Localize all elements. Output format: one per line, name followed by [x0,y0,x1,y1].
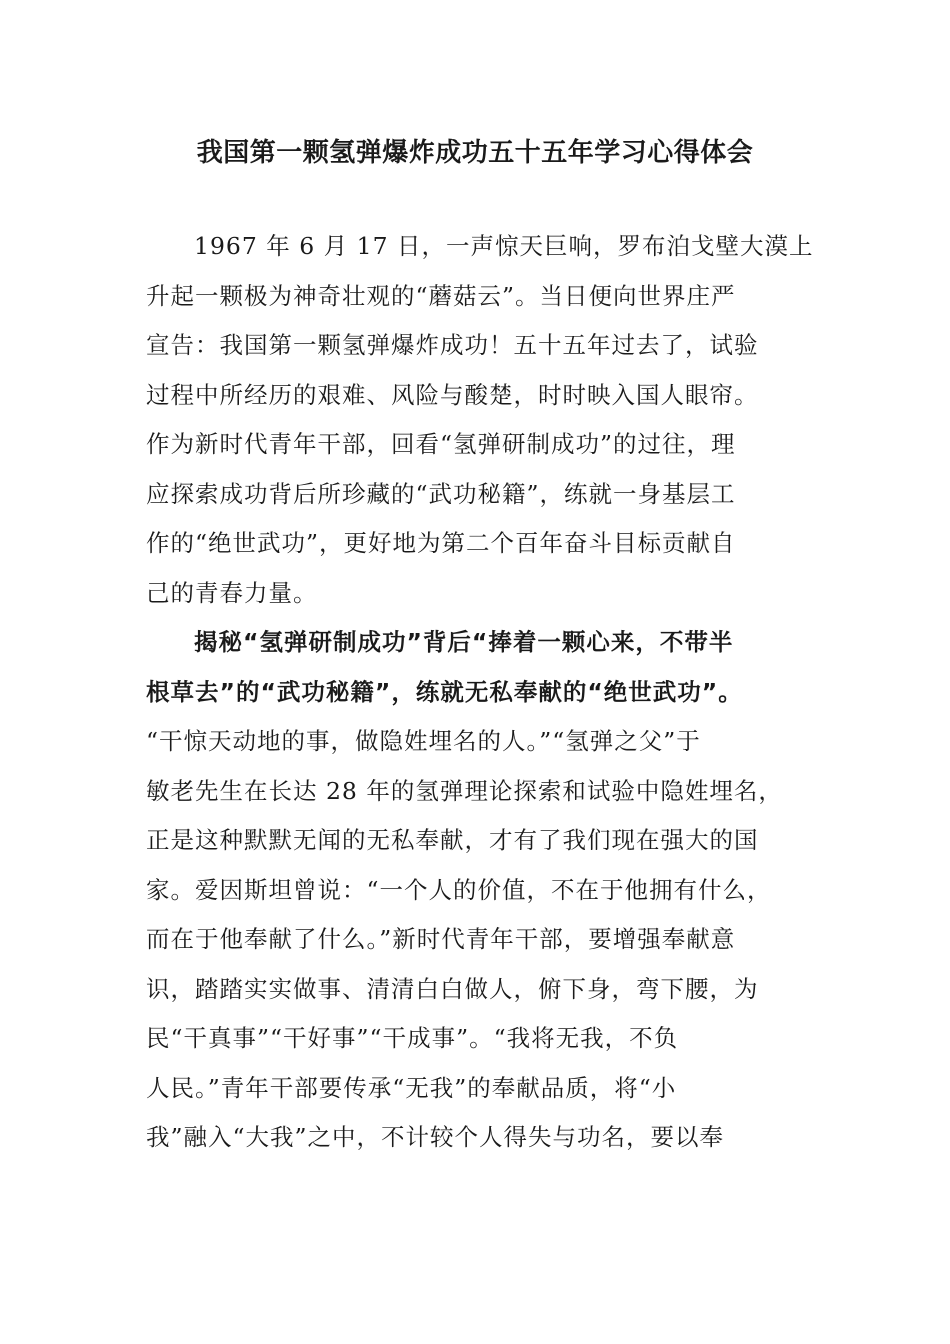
paragraph-intro [146,222,814,1163]
section-heading-line: 根草去”的“武功秘籍”，练就无私奉献的“绝世武功”。 [146,677,743,706]
text-line: 升起一颗极为神奇壮观的“蘑菇云”。当日便向世界庄严 [146,281,736,310]
text-line: 家。爱因斯坦曾说：“一个人的价值，不在于他拥有什么， [146,875,772,904]
text-line: 人民。”青年干部要传承“无我”的奉献品质，将“小 [146,1073,677,1102]
text-line: “干惊天动地的事，做隐姓埋名的人。”“氢弹之父”于 [146,727,701,755]
text-line: 而在于他奉献了什么。”新时代青年干部，要增强奉献意 [146,925,736,953]
text-line: 宣告：我国第一颗氢弹爆炸成功！五十五年过去了，试验 [146,331,759,359]
text-line: 己的青春力量。 [146,578,318,607]
text-line: 识，踏踏实实做事、清清白白做人，俯下身，弯下腰，为 [146,974,759,1003]
text-line: 作为新时代青年干部，回看“氢弹研制成功”的过往，理 [146,430,736,458]
document-title: 我国第一颗氢弹爆炸成功五十五年学习心得体会 [196,138,754,168]
text-line: 民“干真事”“干好事”“干成事”。“我将无我，不负 [146,1024,679,1052]
text-line: 过程中所经历的艰难、风险与酸楚，时时映入国人眼帘。 [146,380,759,409]
text-line: 作的“绝世武功”，更好地为第二个百年奋斗目标贡献自 [146,529,736,557]
section-heading-line: 揭秘“氢弹研制成功”背后“捧着一颗心来，不带半 [194,628,734,656]
text-line: 我”融入“大我”之中，不计较个人得失与功名，要以奉 [146,1123,725,1151]
text-line: 应探索成功背后所珍藏的“武功秘籍”，练就一身基层工 [146,479,736,508]
text-line: 敏老先生在长达 28 年的氢弹理论探索和试验中隐姓埋名， [146,776,783,805]
text-line: 1967 年 6 月 17 日，一声惊天巨响，罗布泊戈壁大漠上 [194,232,814,260]
text-line: 正是这种默默无闻的无私奉献，才有了我们现在强大的国 [146,826,759,854]
